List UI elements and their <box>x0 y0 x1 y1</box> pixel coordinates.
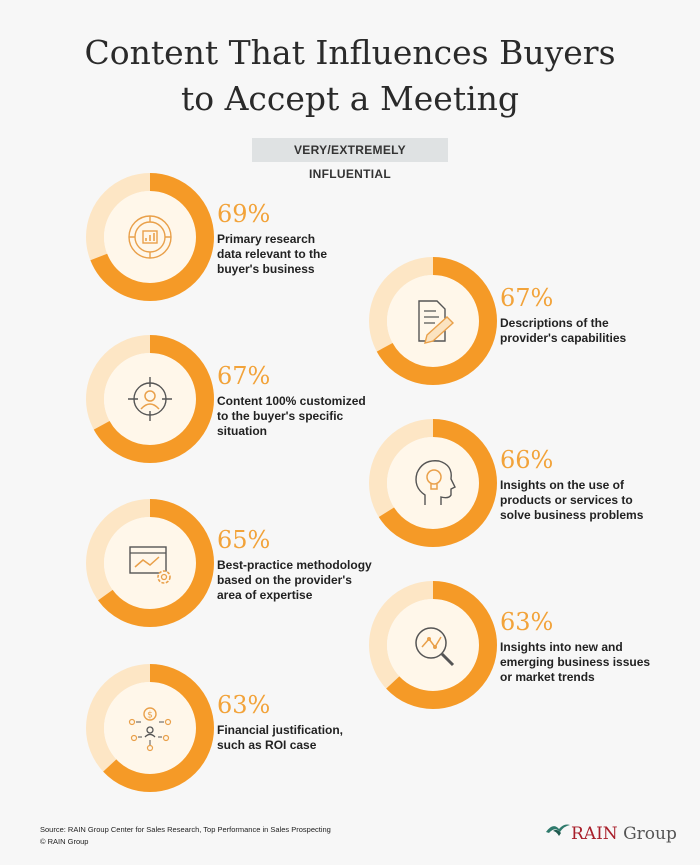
item-label-line: Insights into new and <box>500 640 623 654</box>
item-label <box>500 478 660 523</box>
logo-mark-icon <box>545 820 571 840</box>
donut-chart <box>85 172 215 302</box>
item-label-line: based on the provider's <box>217 573 352 587</box>
copyright-line: © RAIN Group <box>40 837 89 846</box>
item-label-line: or market trends <box>500 670 595 684</box>
donut-item <box>368 256 688 386</box>
donut-item <box>85 663 405 793</box>
item-label-line: solve business problems <box>500 508 644 522</box>
item-label-line: Descriptions of the <box>500 316 609 330</box>
title-line-2: to Accept a Meeting <box>180 79 520 118</box>
item-label-line: emerging business issues <box>500 655 651 669</box>
item-label <box>217 723 377 753</box>
donut-item <box>368 418 688 548</box>
donut-item <box>85 498 405 628</box>
donut-chart <box>85 498 215 628</box>
item-label-line: Financial justification, <box>217 723 344 737</box>
item-label <box>217 394 377 439</box>
logo-group: Group <box>623 824 677 844</box>
value-label: 66% <box>500 446 554 474</box>
item-label-line: to the buyer's specific <box>217 409 344 423</box>
donut-chart <box>85 334 215 464</box>
svg-text:$: $ <box>147 710 153 721</box>
logo-rain: RAIN <box>571 824 618 844</box>
value-label: 67% <box>217 362 271 390</box>
source-note <box>40 824 331 848</box>
item-label-line: Best-practice methodology <box>217 558 372 572</box>
item-label <box>500 316 660 346</box>
item-label-line: situation <box>217 424 267 438</box>
title-line-1: Content That Influences Buyers <box>84 33 616 72</box>
donut-center <box>104 353 196 445</box>
dashboard-icon <box>129 216 171 258</box>
item-label <box>217 232 377 277</box>
item-label-line: Content 100% customized <box>217 394 366 408</box>
donut-item <box>85 172 405 302</box>
rain-group-logo <box>545 818 675 852</box>
item-label-line: data relevant to the <box>217 247 328 261</box>
donut-item <box>85 334 405 464</box>
donut-center <box>104 682 196 774</box>
item-label-line: Insights on the use of <box>500 478 625 492</box>
value-label: 69% <box>217 200 271 228</box>
item-label <box>500 640 660 685</box>
donut-chart <box>85 663 215 793</box>
item-label-line: Primary research <box>217 232 316 246</box>
source-line: Source: RAIN Group Center for Sales Research, Top Performance in Sales Prospecting <box>40 825 331 834</box>
item-label-line: such as ROI case <box>217 738 317 752</box>
donut-center <box>104 517 196 609</box>
value-label: 65% <box>217 526 271 554</box>
value-label: 63% <box>500 608 554 636</box>
item-label <box>217 558 377 603</box>
item-label-line: area of expertise <box>217 588 313 602</box>
item-label-line: buyer's business <box>217 262 315 276</box>
item-label-line: provider's capabilities <box>500 331 627 345</box>
subtitle-badge: VERY/EXTREMELY INFLUENTIAL <box>252 138 448 162</box>
item-label-line: products or services to <box>500 493 633 507</box>
value-label: 63% <box>217 691 271 719</box>
donut-item <box>368 580 688 710</box>
value-label: 67% <box>500 284 554 312</box>
page-title <box>0 30 700 122</box>
